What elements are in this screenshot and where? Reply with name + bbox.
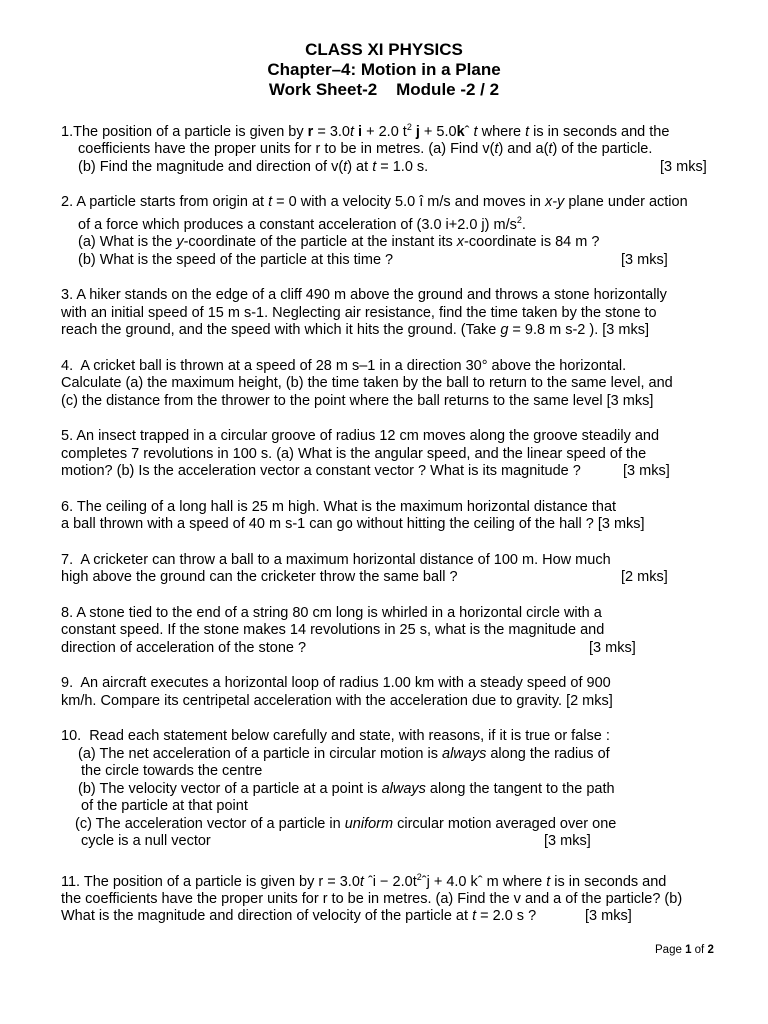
class-title: CLASS XI PHYSICS [305, 40, 463, 59]
marks-label: [2 mks] [566, 692, 613, 709]
question-2: 2. A particle starts from origin at t = 0 with a velocity 5.0 î m/s and moves in x-y plane under action of a force which produces a constant acceleration of (3.0 i+2.0 j) $m/s^2$. (a) What is the y-coordinate of the particle at the instant its x-coordinate is 84 m ? (b) What is the speed of the particle at this time ? [3 mks] [61, 194, 688, 268]
marks-label: [3 mks] [544, 833, 591, 850]
question-7: 7. A cricketer can throw a ball to a maximum horizontal distance of 100 m. How much high above the ground can the cricketer throw the same ball ? [2 mks] [61, 551, 668, 586]
question-3: 3. A hiker stands on the edge of a cliff 490 m above the ground and throws a stone horizontally with an initial speed of 15 m s-1. Neglecting air resistance, find the time taken by the stone to reach the ground, and the speed with which it hits the ground. (Take g = 9.8 m s-2 ). [3 mks] [61, 287, 667, 339]
question-8: 8. A stone tied to the end of a string 80 cm long is whirled in a horizontal circle with a constant speed. If the stone makes 14 revolutions in 25 s, what is the magnitude and direction of acceleration of the stone ? [3 mks] [61, 604, 636, 656]
question-11: 11. The position of a particle is given by r = 3.0t ˆi − $2.0t^2ˆj + 4.0$ kˆ m where t is in seconds and the coefficients have the proper units for r to be in metres. (a) Find the v and a of the particle? (b) What is the magnitude and direction of velocity of the particle at t = 2.0 s ? [3 mks] [61, 871, 683, 925]
chapter-title: Chapter–4: Motion in a Plane [267, 60, 501, 79]
question-4: 4. A cricket ball is thrown at a speed of 28 m s–1 in a direction 30° above the horizontal. Calculate (a) the maximum height, (b) the time taken by the ball to return to the same level, and (c) the distance from the thrower to the point where the ball returns to the same level [3 mks] [61, 357, 673, 409]
marks-label: [3 mks] [602, 322, 650, 339]
worksheet-title: Work Sheet-2 Module -2 / 2 [268, 80, 500, 99]
marks-label: [3 mks] [597, 516, 645, 533]
marks-label: [3 mks] [621, 251, 668, 268]
question-5: 5. An insect trapped in a circular groove of radius 12 cm moves along the groove steadily and completes 7 revolutions in 100 s. (a) What is the angular speed, and the linear speed of the motion? (b) Is the acceleration vector a constant vector ? What is its magnitude ? [3 mks] [61, 428, 670, 480]
question-6: 6. The ceiling of a long hall is 25 m high. What is the maximum horizontal distance that a ball thrown with a speed of 40 m s-1 can go without hitting the ceiling of the hall ? [3 mks] [61, 498, 645, 533]
marks-label: [3 mks] [623, 463, 670, 480]
marks-label: [3 mks] [585, 908, 632, 925]
question-1: 1.The position of a particle is given by r = 3.0t i + 2.0 $t^2$ j + 5.0kˆ t where t is in seconds and the coefficients have the proper units for r to be in metres. (a) Find v(t) and a(t) of the particle. (b) Find the magnitude and direction of v(t) at t = 1.0 s. [3 mks] [61, 122, 707, 175]
marks-label: [3 mks] [660, 158, 707, 175]
marks-label: [2 mks] [621, 569, 668, 586]
question-list [61, 119, 711, 944]
question-10: 10. Read each statement below carefully and state, with reasons, if it is true or false : (a) The net acceleration of a particle in circular motion is always along the radius of the circle towards the centre (b) The velocity vector of a particle at a point is always along the tangent to the path of the particle at that point (c) The acceleration vector of a particle in uniform circular motion averaged over one cycle is a null vector [3 mks] [61, 728, 617, 850]
marks-label: [3 mks] [589, 639, 636, 656]
page-number: Page 1 of 2 [655, 944, 714, 956]
question-9: 9. An aircraft executes a horizontal loop of radius 1.00 km with a steady speed of 900 km/h. Compare its centripetal acceleration with the acceleration due to gravity. [2 mks] [61, 675, 613, 709]
worksheet-header [0, 40, 768, 100]
marks-label: [3 mks] [606, 392, 654, 409]
